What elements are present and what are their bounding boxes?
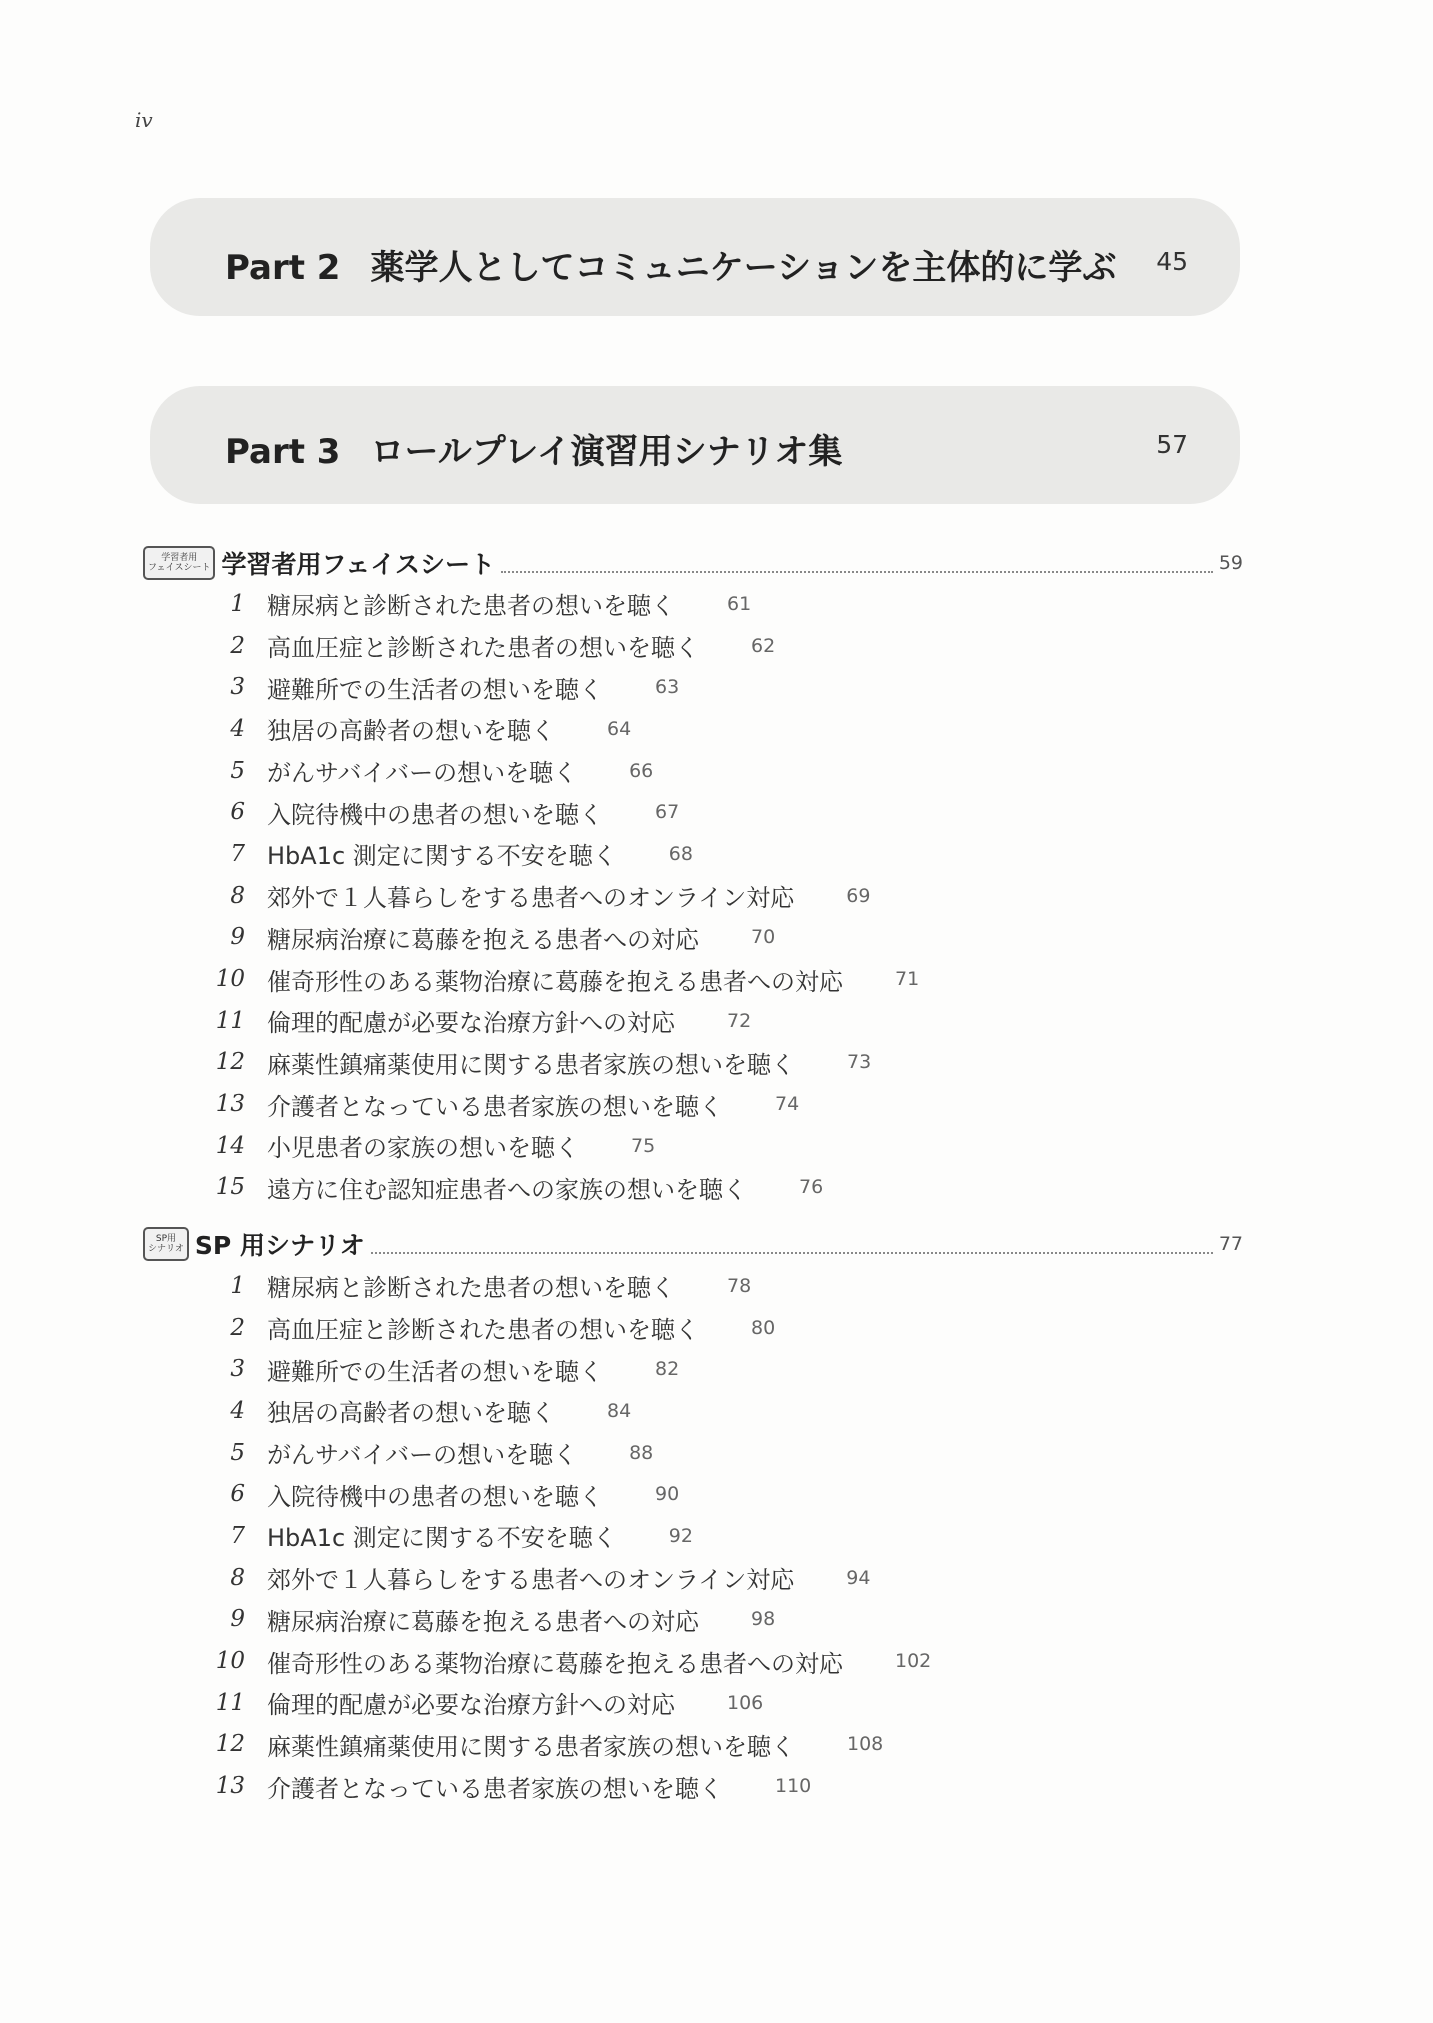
part-2-page: 45 [1156, 247, 1188, 276]
entry-page: 84 [607, 1399, 632, 1422]
entry-number: 11 [215, 1007, 245, 1034]
entry-title: 催奇形性のある薬物治療に葛藤を抱える患者への対応 [267, 967, 843, 996]
sp-scenario-list [215, 1265, 1115, 1807]
part-3-heading[interactable] [225, 424, 842, 473]
toc-entry[interactable] [215, 1765, 1115, 1807]
entry-page: 68 [668, 842, 693, 865]
entry-page: 106 [727, 1691, 764, 1714]
entry-title: 遠方に住む認知症患者への家族の想いを聴く [267, 1175, 747, 1204]
part-2-label: Part 2 [225, 248, 341, 288]
entry-title: 糖尿病治療に葛藤を抱える患者への対応 [267, 925, 699, 954]
toc-entry[interactable] [215, 666, 1115, 708]
toc-entry[interactable] [215, 625, 1115, 667]
section-title: SP 用シナリオ [194, 1231, 365, 1260]
toc-entry[interactable] [215, 833, 1115, 875]
entry-page: 98 [751, 1608, 776, 1631]
entry-page: 67 [655, 801, 680, 824]
entry-title: 小児患者の家族の想いを聴く [267, 1134, 579, 1163]
entry-title: HbA1c 測定に関する不安を聴く [267, 842, 617, 871]
entry-number: 12 [215, 1049, 245, 1076]
entry-page: 90 [655, 1483, 680, 1506]
entry-number: 15 [215, 1174, 245, 1201]
part-3-label: Part 3 [225, 432, 341, 472]
entry-number: 5 [230, 757, 245, 784]
entry-number: 5 [230, 1439, 245, 1466]
section-learner-facesheet[interactable] [143, 543, 1243, 583]
entry-title: 倫理的配慮が必要な治療方針への対応 [267, 1009, 675, 1038]
entry-number: 10 [215, 1648, 245, 1675]
entry-title: 郊外で１人暮らしをする患者へのオンライン対応 [267, 884, 795, 913]
entry-number: 7 [230, 840, 245, 867]
toc-entry[interactable] [215, 1515, 1115, 1557]
entry-number: 1 [230, 1272, 245, 1299]
toc-entry[interactable] [215, 1390, 1115, 1432]
toc-entry[interactable] [215, 958, 1115, 1000]
entry-number: 13 [215, 1773, 245, 1800]
entry-number: 14 [215, 1132, 245, 1159]
entry-number: 12 [215, 1731, 245, 1758]
entry-title: 糖尿病と診断された患者の想いを聴く [267, 592, 675, 621]
entry-number: 9 [230, 924, 245, 951]
entry-title: 倫理的配慮が必要な治療方針への対応 [267, 1691, 675, 1720]
entry-page: 64 [607, 717, 632, 740]
toc-entry[interactable] [215, 1307, 1115, 1349]
entry-page: 72 [727, 1009, 752, 1032]
toc-entry[interactable] [215, 1265, 1115, 1307]
entry-page: 62 [751, 634, 776, 657]
entry-title: 入院待機中の患者の想いを聴く [267, 1482, 603, 1511]
entry-page: 69 [846, 884, 871, 907]
entry-title: がんサバイバーの想いを聴く [267, 1441, 578, 1470]
learner-facesheet-list [215, 583, 1115, 1208]
toc-entry[interactable] [215, 1083, 1115, 1125]
entry-title: 麻薬性鎮痛薬使用に関する患者家族の想いを聴く [267, 1732, 795, 1761]
entry-number: 6 [230, 1481, 245, 1508]
entry-number: 3 [230, 1356, 245, 1383]
toc-entry[interactable] [215, 708, 1115, 750]
entry-page: 70 [751, 926, 776, 949]
entry-page: 110 [775, 1775, 812, 1798]
toc-entry[interactable] [215, 1724, 1115, 1766]
toc-entry[interactable] [215, 1599, 1115, 1641]
entry-page: 74 [775, 1093, 800, 1116]
entry-title: 催奇形性のある薬物治療に葛藤を抱える患者への対応 [267, 1649, 843, 1678]
entry-page: 66 [629, 759, 654, 782]
part-2-heading[interactable] [225, 240, 1116, 289]
entry-title: 入院待機中の患者の想いを聴く [267, 800, 603, 829]
entry-number: 4 [230, 715, 245, 742]
toc-entry[interactable] [215, 1000, 1115, 1042]
entry-title: 避難所での生活者の想いを聴く [267, 1357, 603, 1386]
part-3-page: 57 [1156, 430, 1188, 459]
entry-page: 61 [727, 592, 752, 615]
entry-title: 郊外で１人暮らしをする患者へのオンライン対応 [267, 1566, 795, 1595]
entry-title: 麻薬性鎮痛薬使用に関する患者家族の想いを聴く [267, 1050, 795, 1079]
entry-number: 11 [215, 1689, 245, 1716]
entry-page: 76 [799, 1176, 824, 1199]
dot-leader [501, 553, 1213, 573]
entry-title: がんサバイバーの想いを聴く [267, 759, 578, 788]
section-sp-scenario[interactable] [143, 1224, 1243, 1264]
toc-entry[interactable] [215, 583, 1115, 625]
dot-leader [371, 1234, 1213, 1254]
entry-number: 9 [230, 1606, 245, 1633]
entry-page: 63 [655, 676, 680, 699]
entry-page: 73 [847, 1051, 872, 1074]
entry-title: HbA1c 測定に関する不安を聴く [267, 1524, 617, 1553]
toc-entry[interactable] [215, 1167, 1115, 1209]
toc-entry[interactable] [215, 917, 1115, 959]
entry-page: 88 [629, 1441, 654, 1464]
entry-number: 2 [230, 1314, 245, 1341]
entry-title: 糖尿病と診断された患者の想いを聴く [267, 1274, 675, 1303]
entry-number: 8 [230, 882, 245, 909]
entry-title: 介護者となっている患者家族の想いを聴く [267, 1092, 723, 1121]
entry-title: 高血圧症と診断された患者の想いを聴く [267, 1316, 699, 1345]
toc-entry[interactable] [215, 1473, 1115, 1515]
entry-title: 独居の高齢者の想いを聴く [267, 717, 555, 746]
entry-number: 4 [230, 1397, 245, 1424]
learner-facesheet-icon: 学習者用 フェイスシート [143, 546, 215, 580]
entry-page: 82 [655, 1358, 680, 1381]
entry-number: 8 [230, 1564, 245, 1591]
entry-page: 78 [727, 1274, 752, 1297]
entry-number: 10 [215, 966, 245, 993]
entry-number: 13 [215, 1091, 245, 1118]
entry-title: 介護者となっている患者家族の想いを聴く [267, 1774, 723, 1803]
entry-page: 94 [846, 1566, 871, 1589]
entry-page: 71 [895, 968, 920, 991]
toc-entry[interactable] [215, 1682, 1115, 1724]
entry-number: 6 [230, 799, 245, 826]
entry-number: 1 [230, 590, 245, 617]
part-3-title: ロールプレイ演習用シナリオ集 [370, 432, 843, 472]
page-number: iv [135, 108, 153, 132]
sp-scenario-icon: SP用 シナリオ [143, 1227, 189, 1261]
entry-page: 75 [631, 1134, 656, 1157]
section-page: 77 [1218, 1233, 1243, 1255]
toc-entry[interactable] [215, 875, 1115, 917]
entry-title: 糖尿病治療に葛藤を抱える患者への対応 [267, 1607, 699, 1636]
entry-page: 92 [668, 1524, 693, 1547]
entry-page: 108 [847, 1733, 884, 1756]
entry-number: 2 [230, 632, 245, 659]
entry-page: 80 [751, 1316, 776, 1339]
section-title: 学習者用フェイスシート [221, 550, 495, 579]
toc-entry[interactable] [215, 791, 1115, 833]
entry-title: 独居の高齢者の想いを聴く [267, 1399, 555, 1428]
entry-number: 7 [230, 1522, 245, 1549]
toc-entry[interactable] [215, 750, 1115, 792]
part-2-title: 薬学人としてコミュニケーションを主体的に学ぶ [370, 248, 1117, 288]
entry-title: 高血圧症と診断された患者の想いを聴く [267, 634, 699, 663]
toc-entry[interactable] [215, 1125, 1115, 1167]
toc-entry[interactable] [215, 1042, 1115, 1084]
toc-entry[interactable] [215, 1557, 1115, 1599]
section-page: 59 [1218, 552, 1243, 574]
toc-entry[interactable] [215, 1432, 1115, 1474]
toc-entry[interactable] [215, 1348, 1115, 1390]
entry-page: 102 [895, 1650, 932, 1673]
toc-entry[interactable] [215, 1640, 1115, 1682]
entry-title: 避難所での生活者の想いを聴く [267, 675, 603, 704]
entry-number: 3 [230, 674, 245, 701]
